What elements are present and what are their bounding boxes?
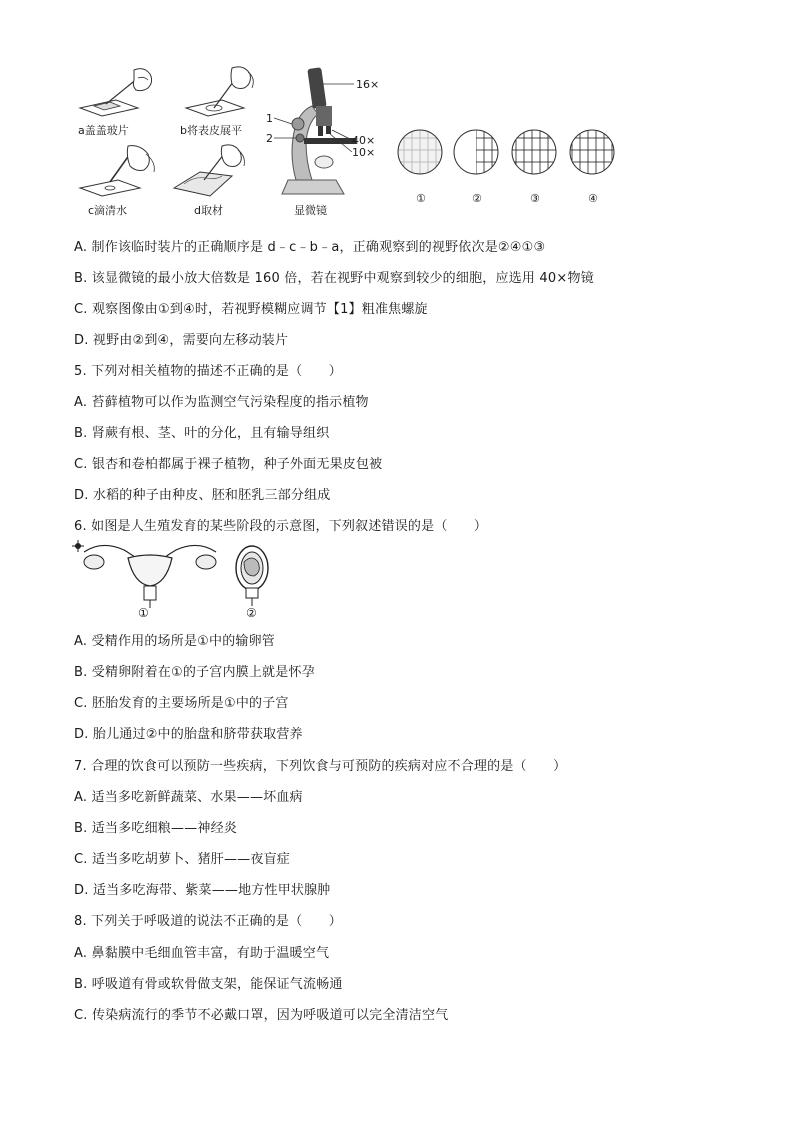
q8-stem: 8. 下列关于呼吸道的说法不正确的是（ ）: [74, 914, 342, 929]
q4-option-c: C. 观察图像由①到④时，若视野模糊应调节【1】粗准焦螺旋: [74, 302, 428, 317]
cover-slip-hand-icon: [76, 64, 164, 122]
q8-option-b: B. 呼吸道有骨或软骨做支架，能保证气流畅通: [74, 977, 343, 992]
microscope-illustration: [266, 62, 386, 218]
q6-option-d: D. 胎儿通过②中的胎盘和脐带获取营养: [74, 727, 303, 742]
tweezers-hand-icon: [170, 142, 262, 202]
q5-stem: 5. 下列对相关植物的描述不正确的是（ ）: [74, 364, 342, 379]
step-d-label: d取材: [194, 204, 223, 217]
objective-low-label: 10×: [352, 146, 376, 159]
view-1-icon: [396, 126, 444, 178]
view-label-3: ③: [530, 192, 540, 205]
view-label-2: ②: [472, 192, 482, 205]
view-4-icon: [570, 126, 616, 178]
step-d-illustration: [170, 142, 262, 216]
view-2-icon: [454, 126, 502, 178]
callout-1: 1: [266, 112, 273, 125]
figure-label-2: ②: [246, 606, 257, 620]
q4-option-d: D. 视野由②到④，需要向左移动装片: [74, 333, 289, 348]
q6-stem: 6. 如图是人生殖发育的某些阶段的示意图，下列叙述错误的是（ ）: [74, 519, 488, 534]
q6-option-b: B. 受精卵附着在①的子宫内膜上就是怀孕: [74, 665, 315, 680]
microscope-views: [396, 126, 616, 216]
q7-stem: 7. 合理的饮食可以预防一些疾病，下列饮食与可预防的疾病对应不合理的是（ ）: [74, 759, 567, 774]
q5-option-c: C. 银杏和卷柏都属于裸子植物，种子外面无果皮包被: [74, 457, 383, 472]
q4-option-a: A. 制作该临时装片的正确顺序是 d﹣c﹣b﹣a，正确观察到的视野依次是②④①③: [74, 240, 546, 255]
view-label-1: ①: [416, 192, 426, 205]
step-c-label: c滴清水: [88, 204, 128, 217]
step-b-illustration: [178, 64, 268, 137]
q7-option-c: C. 适当多吃胡萝卜、猪肝——夜盲症: [74, 852, 290, 867]
q6-option-c: C. 胚胎发育的主要场所是①中的子宫: [74, 696, 289, 711]
step-a-label: a盖盖玻片: [78, 124, 129, 137]
q5-option-b: B. 肾蕨有根、茎、叶的分化，且有输导组织: [74, 426, 330, 441]
experiment-figure: [70, 62, 630, 222]
reproductive-system-icon: [72, 538, 292, 610]
reproduction-figure: [72, 538, 292, 622]
figure-label-1: ①: [138, 606, 149, 620]
q4-option-b: B. 该显微镜的最小放大倍数是 160 倍，若在视野中观察到较少的细胞，应选用 40×物镜: [74, 271, 594, 286]
q7-option-b: B. 适当多吃细粮——神经炎: [74, 821, 237, 836]
objective-high-label: 40×: [352, 134, 376, 147]
spread-epidermis-hand-icon: [178, 64, 268, 122]
callout-2: 2: [266, 132, 273, 145]
step-b-label: b将表皮展平: [180, 124, 242, 137]
q5-option-a: A. 苔藓植物可以作为监测空气污染程度的指示植物: [74, 395, 369, 410]
field-of-view-images: [396, 126, 616, 182]
q8-option-c: C. 传染病流行的季节不必戴口罩，因为呼吸道可以完全清洁空气: [74, 1008, 449, 1023]
microscope-caption: 显微镜: [294, 204, 327, 217]
eyepiece-label: 16×: [356, 78, 380, 91]
q6-option-a: A. 受精作用的场所是①中的输卵管: [74, 634, 276, 649]
step-a-illustration: [76, 64, 164, 137]
view-label-4: ④: [588, 192, 598, 205]
q7-option-a: A. 适当多吃新鲜蔬菜、水果——坏血病: [74, 790, 303, 805]
q8-option-a: A. 鼻黏膜中毛细血管丰富，有助于温暖空气: [74, 946, 330, 961]
step-c-illustration: [76, 142, 168, 216]
q7-option-d: D. 适当多吃海带、紫菜——地方性甲状腺肿: [74, 883, 331, 898]
view-3-icon: [512, 126, 560, 178]
dropper-hand-icon: [76, 142, 168, 202]
q5-option-d: D. 水稻的种子由种皮、胚和胚乳三部分组成: [74, 488, 331, 503]
